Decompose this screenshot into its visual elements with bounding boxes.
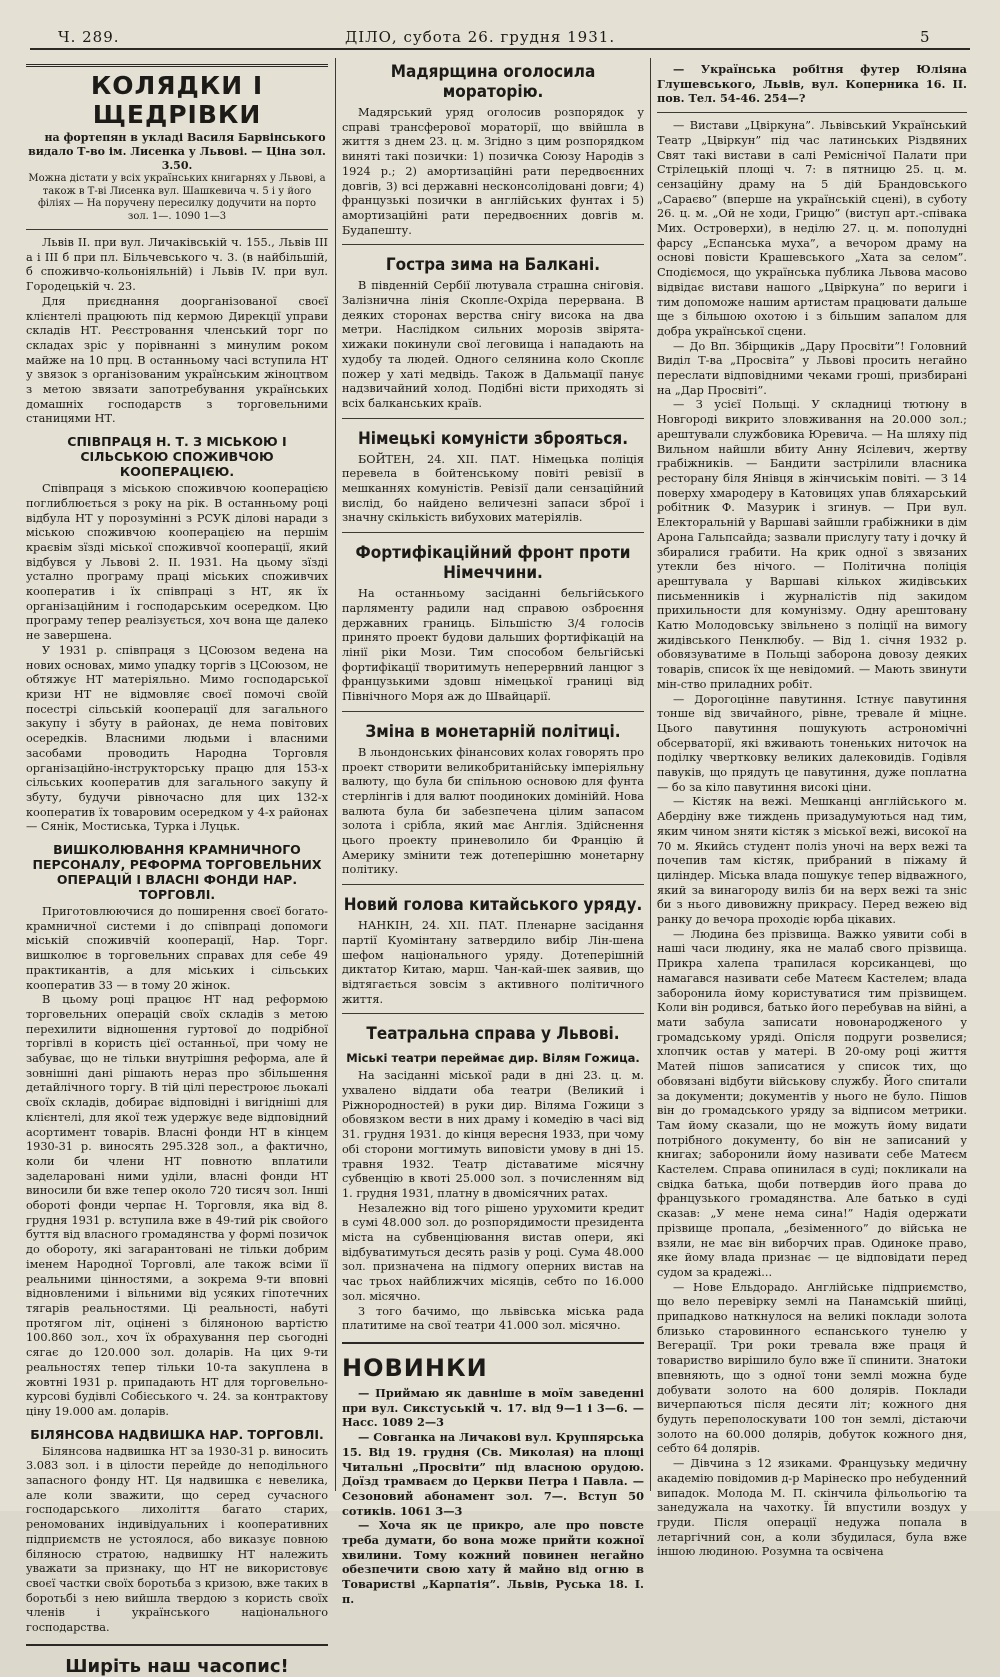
article-headline: Театральна справа у Львові. (366, 1024, 620, 1045)
slogan: Ширіть наш часопис! (65, 1655, 289, 1677)
article-text: В льондонських фінансових колах говорять про проект створити великобританійську імперіяльну валюту, що була би спільною основою для фунта стерлінгів і для валют поодиноких домінійй. Нова валюта була би забезпечена цілим запасом золота і срібла, який має Англія. Здійснення цього проекту приневолило би Францію й Америку змінити теж дотеперішню монетарну політику. (342, 745, 644, 877)
article-headline: Мадярщина оголосила мораторію. (390, 62, 596, 102)
news-item: — Кістяк на вежі. Мешканці англійського м. Абердіну вже тиждень призадумуються над тим, яким чином зняти кістяк з міської вежі, високої на 70 м. Якийсь студент поліз уночі на верх вежі та почепив там кістяк, прибраний в піжаму й циліндер. Міська влада пошукує тепер відважного, який за винагороду виліз би на верх вежі та зніс би з нього дивовижну прикрасу. Перед вежею від ранку до вечора проходіє юрба цікавих. (657, 795, 967, 927)
article-headline: Гостра зима на Балкані. (385, 255, 601, 276)
left-column (26, 58, 328, 1677)
issue-number: Ч. 289. (58, 28, 120, 46)
left-paragraph: Білянсова надвишка НТ за 1930-31 р. виносить 3.083 зол. і в цілости перейде до неподільного запасного фонду НТ. Ця надвишка є невелика, але коли зважити, що серед сучасного господарського лихоліття багато старих, реномованих індивідуальних і кооперативних підприємств не устоялося, або виказує повною біляносю стратою, надвишку НТ належить уважати за признаку, що НТ не використовує своєї частки своїх боротьба з кризою, вже таких в боротьбі з нею вийшла твердою з користь своїх членів і українського національного господарства. (26, 1444, 328, 1635)
article-headline: Новий голова китайського уряду. (343, 895, 643, 916)
masthead-date: ДІЛО, субота 26. грудня 1931. (345, 28, 616, 46)
column-divider-2 (650, 58, 651, 1491)
news-item: — Людина без прізвища. Важко уявити собі в наші часи людину, яка не малаб свого прізвища. Прикра халепа трапилася корсиканцеві, що намагався називати себе Матеєм Кастелем; влада заборонила йому користуватися тим прізвищем. Коли він родився, батько його перебував на війні, а мати забула записати новонародженого у громадському уряді. Опісля подруги розвелися; хлопчик остав у матері. В 20-ому році життя Матей пішов записатися у список тих, що обовязані відбути військову службу. Його спитали за документи; документів у нього не було. Пішов він до громадського уряду за відписом метрики. Там йому сказали, що не можуть йому видати потрібного документу, бо він не записаний у книгах; заборонили йому називати себе Матеєм Кастелем. Справа опинилася в суді; покликали на свідка батька, щоби потвердив його права до французького громадянства. Але батько в суді сказав: „У мене нема сина!” Надія одержати прізвище пропала, „безіменного” до війська не взяли, не має він виборчих прав. Одиноке право, яке йому влада признає — це відповідати перед судом за крадежі... (657, 927, 967, 1279)
article-text: В південній Сербії лютувала страшна сніговія. Залізнична лінія Скоплє-Охріда перервана. В деяких сторонах верства снігу висока на два метри. Наслідком сильних морозів звірята-хижаки покинули свої леговища і нападають на худобу та людей. Одного селянина коло Скоплє пожер у хаті медвідь. Також в Дальмації панує надзвичайний холод. Подібні вісти приходять зі всіх балканських країв. (342, 279, 644, 410)
classified-ad: — Совганка на Личакові вул. Круппярська 15. Від 19. грудня (Св. Миколая) на площі Читальні „Просвіти” під власною орудою. Доїзд трамваєм до Церкви Петра і Павла. — Сезоновий абонамент зол. 7—. Вступ 50 сотиків. 1061 3—3 (342, 1430, 644, 1518)
carols-ad-sub: на фортепян в укладі Василя Барвінського видало Т-во ім. Лисенка у Львові. — Ціна зол. 3.50. (28, 131, 326, 172)
section-heading: БІЛЯНСОВА НАДВИШКА НАР. ТОРГОВЛІ. (30, 1426, 324, 1442)
news-item: — Нове Ельдорадо. Англійське підприємство, що вело перевірку землі на Панамській шийці, припадково наткнулося на великі поклади золота близько старовинного еспанського тунелю у Вегерації. Три роки тревала вже праця й товариство вирішило було вже її спинити. Знатоки впевняють, що з одної тони землі можна буде добувати золото на 600 долярів. Поклади вичерпаються після десяти літ; кожного дня будуть переполоскувати 100 тон землі, дістаючи золото на 60.000 долярів, добуток кожного дня, себто 64 долярів. (657, 1280, 967, 1456)
article-text: Незалежно від того рішено урухомити кредит в сумі 48.000 зол. до розпорядимости президента міста на субвенціювання вистав опери, які відбуватимуться десять разів у році. Сума 48.000 зол. призначена на підмогу оперних вистав на час трьох найближчих місяців, себто по 16.000 зол. місячно. (342, 1201, 644, 1303)
carols-ad-small: Можна дістати у всіх українських книгарнях у Львові, а також в Т-ві Лисенка вул. Шашкевича ч. 5 і у його філіях — На поручену пересилку додучити на порто зол. 1—. 1090 1—3 (28, 173, 326, 222)
news-item: — До Вп. Збірщиків „Дару Просвіти”! Головний Виділ Т-ва „Просвіта” у Львові просить негайно переслати відповідними чеками гроші, призбирані на „Дар Просвіті”. (657, 339, 967, 397)
classified-ads (342, 1386, 644, 1607)
article-subheadline: Міські театри переймає дир. Вілям Гожица. (346, 1051, 640, 1066)
left-paragraph: Співпраця з міською споживчою кооперацією поглиблюється з року на рік. В останньому році відбула НТ у порозумінні з РСУК ділові наради з міською споживчою кооперацією на першім краєвім зїзді міської споживчої кооперації, який відбувся у Львові 2. II. 1931. На цьому зїзді устално програму праці міських споживчих кооператив і їх співпраці з НТ, як їх організаційним і господарським осередком. Цю програму тепер реалізується, хоч вона ще далеко не завершена. (26, 482, 328, 643)
right-column (657, 58, 967, 1559)
article-text: На засіданні міської ради в дні 23. ц. м. ухвалено віддати оба театри (Великий і Ріжнородностей) в руки дир. Віляма Гожици з обовязком вести в них драму і комедію в часі від 31. грудня 1931. до кінця вересня 1933, при чому обі сторони могтимуть виповісти умову в дні 15. травня 1932. Театр діставатиме місячну субвенцію в квоті 25.000 зол. з почисленням від 1. грудня 1931, платну в двомісячних ратах. (342, 1069, 644, 1200)
article-text: БОЙТЕН, 24. XII. ПАТ. Німецька поліція перевела в бойтенському повіті ревізії в мешканнях комуністів. Ревізії дали сензаційний вислід, бо найдено величезні запаси зброї і значну скількість вибухових матеріялів. (342, 452, 644, 525)
classified-ad: — Хоча як це прикро, але про повсте треба думати, бо вона може прийти кожної хвилини. Тому кожний повинен негайно обезпечити свою хату й майно від огню в Товаристві „Карпатія”. Львів, Руська 18. І. п. (342, 1518, 644, 1606)
news-item: — З усієї Польщі. У складниці тютюну в Новгороді викрито зловживання на 20.000 зол.; арештували службовика Юревича. — На шляху під Вильном найшли вбиту Анну Ясілевич, жертву грабіжників. — Бандити застрілили власника ресторану біля Янівця в жінчиськім повіті. — З 14 поверху хмародеру в Катовицях упав бляхарський робітник Ф. Мазурик і згинув. — При вул. Електоральній у Варшаві зайшли грабіжники в дім Арона Гальпсайда; зазвали прислугу тату і дочку й збиралися грабити. На крик одної з звязаних утекли без нічого. — Політична поліція арештувала у Варшаві кількох жидівських письменників і журналістів під закидом прихильности для комунізму. Одну арештовану Катю Молодовську звільнено з поліції на вимогу жидівського Пенклюбу. — Від 1. січня 1932 р. обовязуватиме в Польщі заборона довозу деяких товарів, список їх ще невідомий. — Мають звинути мін-ство приладних робіт. (657, 398, 967, 691)
article-headline: Німецькі комуністи зброяться. (357, 428, 629, 449)
news-item: — Дівчина з 12 язиками. Французьку медичну академію повідомив д-р Марінеско про небуденний випадок. Молода М. П. скінчила фільольогію та занедужала на чахотку. Їй впустили воздух у груди. Після операції недужа попала в летаргічний сон, а коли збудилася, була вже іншою людиною. Розумна та освічена (657, 1457, 967, 1559)
column-divider-1 (335, 58, 336, 1491)
left-paragraph: Львів II. при вул. Личаківській ч. 155., Львів III а і III б при пл. Більчевського ч. 3. (в найбільшій, б споживчо-кольоніяльній) і Львів IV. при вул. Городецькій ч. 23. (26, 236, 328, 294)
header-rule (30, 48, 970, 50)
left-paragraph: Для приєднання доорганізованої своєї клієнтелі працюють під кермою Дирекції управи складів НТ. Реєстровання членський торг по складах зріс у порівнанні з минулим роком майже на 10 прц. В останньому часі вступила НТ у звязок з організованим українським жіноцтвом з метою звязати запотребування українських домашніх господарств з торговельними станицями НТ. (26, 294, 328, 426)
left-paragraph: В цьому році працює НТ над реформою торговельних операцій своїх складів з метою перехилити відношення гуртової до подрібної торгівлі в користь цієї останньої, при чому не забуває, що не тільки внутрішня реформа, але й зовнішні дані рішають нераз про збільшення детайлічного торгу. В тій цілі перестроює льокалі своїх складів, добирає відповідні і вигідніші для клієнтелі, для якої теж удержує веде відповідний асортимент товарів. Власні фонди НТ в кінцем 1930-31 р. виносять 295.328 зол., а фактично, коли би члени НТ повнотю вплатили заделаровані ними уділи, власні фонди НТ виносили би вже тепер около 720 тисяч зол. Інші обороті фонди черпає Н. Торговля, яка від 8. грудня 1931 р. вступила вже в 49-тий рік свойого буття від власного громадянства у формі позичок до обороту, які загарантовані не тільки добрим іменем Народної Торговлі, але також всіми її реальними цінностями, а зокрема 9-ти вповні відновленими і вільними від усяких гіпотечних тягарів реальностями. Ці реальності, набуті протягом літ, оцінені з біляноною вартістю 100.860 зол., хоч їх обрахування пер сьогодні сягає до 120.000 зол. доларів. На цих 9-ти реальностях тепер тільки 10-та закуплена в жовтні 1931 р. припадають НТ для торговельно-курсові будівлі Собієського ч. 24. за контрактову ціну 19.000 ам. доларів. (26, 993, 328, 1418)
article-text: На останньому засіданні бельгійського парляменту радили над справою озброєння державних границь. Більшістю 3/4 голосів принято проект будови дальших фортифікацій на лінії ріки Мози. Тим способом бельгійські фортифікації творитимуть неперервний ланцюг з французькими здовш німецької границі від Північного Моря аж до Швайцарії. (342, 587, 644, 704)
news-item: — Вистави „Цвіркуна”. Львівський Український Театр „Цвіркун” під час латинських Різдвяних Свят такі вистави в салі Реміснічої Палати при Стрілецькій площі ч. 7: в пятницю 25. ц. м. сензаційну драму на 5 дій Брандовського „Сараєво” (вперше на українській сцені), в суботу 26. ц. м. „Ой не ходи, Грицю” (виступ арт.-співака Мих. Островерхи), в неділю 27. ц. м. пополудні фарсу „Еспанська муха”, а вечором драму на основі повісти Крашевського „Хата за селом”. Сподіємося, що українська публика Львова масово відвідає вистави нашого „Цвіркуна” по вериги і тим допоможе нашим артистам працювати дальше ще з більшою охотою і з більшим запалом для добра української сцени. (657, 119, 967, 338)
article-text: НАНКІН, 24. XII. ПАТ. Пленарне засідання партії Куомінтану затвердило вибір Лін-шена шефом національного уряду. Дотеперішній диктатор Китаю, марш. Чан-кай-шек заявив, що відтягається зовсім з активного політичного життя. (342, 919, 644, 1006)
classified-ad: — Українська робітня футер Юліяна Глушевського, Львів, вул. Коперника 16. II. пов. Тел. 54-46. 254—? (657, 62, 967, 106)
novinky-heading: НОВИНКИ (342, 1354, 488, 1382)
article-text: Мадярський уряд оголосив розпорядок у справі трансферової мораторії, що ввійшла в життя з днем 23. ц. м. Згідно з цим розпорядком виняті такі позички: 1) позичка Союзу Народів з 1924 р.; 2) амортизаційні рати передвоєнних довгів, 3) всі державні несконсолідовані довги; 4) французькі позички в англійських фунтах і 5) амортизаційні рати передвоєнних довгів м. Будапешту. (342, 106, 644, 237)
article-headline: Зміна в монетарній політиці. (365, 721, 621, 742)
page-number: 5 (920, 28, 931, 46)
middle-column (342, 58, 644, 1606)
section-heading: ВИШКОЛЮВАННЯ КРАМНИЧНОГО ПЕРСОНАЛУ, РЕФОРМА ТОРГОВЕЛЬНИХ ОПЕРАЦІЙ І ВЛАСНІ ФОНДИ НАР. ТОРГОВЛІ. (32, 842, 322, 903)
news-item: — Дорогоцінне павутиння. Істнує павутиння тонше від звичайного, рівне, тревале й міцне. Цього павутиння пошукують астрономічні обсерваторії, які вживають тоненьких ниточок на поділку чвертковку великих далековидів. Годівля павуків, що прядуть це павутиння, дуже поплатна — бо за кіло павутиння високі ціни. (657, 692, 967, 794)
article-text: З того бачимо, що львівська міська рада платитиме на свої театри 41.000 зол. місячно. (342, 1304, 644, 1333)
section-heading: СПІВПРАЦЯ Н. Т. З МІСЬКОЮ І СІЛЬСЬКОЮ СПОЖИВЧОЮ КООПЕРАЦІЄЮ. (67, 434, 287, 480)
left-paragraph: У 1931 р. співпраця з ЦСоюзом ведена на нових основах, мимо упадку торгів з ЦСоюзом, не обтяжує НТ матеріяльно. Мимо господарської кризи НТ не відмовляє своєї помочі своїй посестрі сільській кооперації для загального закупу і збуту в районах, де нема повітових осередків. Власними людьми і власними засобами проводить Народна Торговля організаційно-інструкторську працю для 153-х сільських кооператив для загального закупу й збуту, будучи рівночасно для цих 132-х кооператив їх товаровим осередком у 4-х районах — Сянік, Мостиська, Турка і Луцьк. (26, 643, 328, 834)
classified-ad: — Приймаю як давніше в моїм заведенні при вул. Сикстуській ч. 17. від 9—1 і 3—6. — Насс. 1089 2—3 (342, 1386, 644, 1430)
article-headline: Фортифікаційний фронт проти Німеччини. (355, 543, 631, 584)
left-paragraph: Приготовлюючися до поширення своєї богато-крамничної системи і до співпраці допомоги міській споживчій кооперації, Нар. Торг. вишколює в торговельних справах для себе 49 практикантів, а для міських і сільських кооператив 33 — в тому 20 жінок. (26, 905, 328, 992)
carols-ad-title: КОЛЯДКИ І ЩЕДРІВКИ (90, 71, 264, 129)
